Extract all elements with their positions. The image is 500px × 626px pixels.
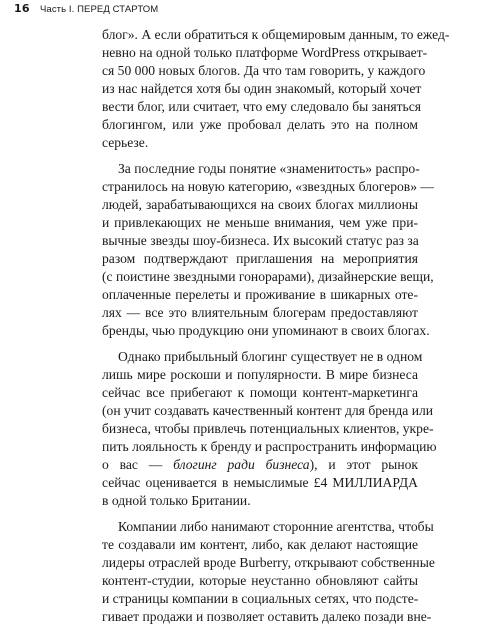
text-line: лидеры отраслей вроде Burberry, открывают собственные — [102, 555, 435, 570]
text-line: вычные звезды шоу-бизнеса. Их высокий статус раз за — [102, 233, 419, 248]
text-line: и страницы компании в социальных сетях, что подсте- — [102, 591, 419, 606]
text-line: лишь мире роскоши и популярности. В мире бизнеса — [102, 367, 418, 382]
text-line: невно на одной только платформе WordPress открывает- — [102, 45, 428, 60]
text-line: сейчас оценивается в немыслимые £4 МИЛЛИАРДА — [102, 475, 418, 490]
text-line: бренды, чью продукцию они упоминают в своих блогах. — [102, 323, 430, 338]
italic-phrase: блогинг ради бизнеса — [173, 457, 310, 472]
text-segment: о вас — — [102, 457, 174, 472]
paragraph — [102, 518, 435, 626]
paragraph — [102, 348, 437, 510]
text-line: лях — все это влиятельным блогерам предоставляют — [102, 305, 418, 320]
text-segment: ), и этот рынок — [309, 457, 418, 472]
text-line-mixed — [102, 456, 418, 474]
text-line: Однако прибыльный блогинг существует не в одном — [118, 349, 423, 364]
text-line: (с поистине звездными гонорарами), дизайнерские вещи, — [102, 269, 434, 284]
text-line: странилось на новую категорию, «звездных блогеров» — — [102, 179, 435, 194]
running-header — [14, 2, 158, 16]
text-line: сейчас все прибегают к помощи контент-маркетинга — [102, 385, 418, 400]
text-line: бизнеса, чтобы привлечь потенциальных клиентов, укре- — [102, 421, 434, 436]
text-line: и привлекающих не меньше внимания, чем уже при- — [102, 215, 418, 230]
text-line: блогингом, или уже пробовал делать это на полном — [102, 117, 418, 132]
text-line: разом подтверждают приглашения на мероприятия — [102, 251, 418, 266]
page-number: 16 — [14, 2, 30, 15]
paragraph — [102, 160, 435, 340]
text-line: Компании либо нанимают сторонние агентства, чтобы — [118, 519, 434, 534]
chapter-title: Часть I. ПЕРЕД СТАРТОМ — [40, 4, 159, 15]
text-line: оплаченные перелеты и проживание в шикарных оте- — [102, 287, 418, 302]
body-text — [102, 26, 450, 626]
text-line: серьезе. — [102, 135, 149, 150]
text-line: из нас найдется хотя бы один знакомый, который хочет — [102, 81, 422, 96]
text-line: ся 50 000 новых блогов. Да что там говорить, у каждого — [102, 63, 426, 78]
text-line: пить лояльность к бренду и распространить информацию — [102, 439, 437, 454]
text-line: блог». А если обратиться к общемировым данным, то ежед- — [102, 27, 450, 42]
text-line: (он учит создавать качественный контент для бренда или — [102, 403, 434, 418]
text-line: За последние годы понятие «знаменитость» распро- — [118, 161, 420, 176]
text-line: контент-студии, которые неустанно обновляют сайты — [102, 573, 418, 588]
text-line: в одной только Британии. — [102, 493, 251, 508]
text-line: людей, зарабатывающихся на своих блогах миллионы — [102, 197, 418, 212]
paragraph — [102, 26, 450, 152]
text-line: гивает продажи и позволяет оставить далеко позади вне- — [102, 609, 432, 624]
text-line: те создавали им контент, либо, как делают настоящие — [102, 537, 418, 552]
text-line: вести блог, или считает, что ему следовало бы заняться — [102, 99, 422, 114]
